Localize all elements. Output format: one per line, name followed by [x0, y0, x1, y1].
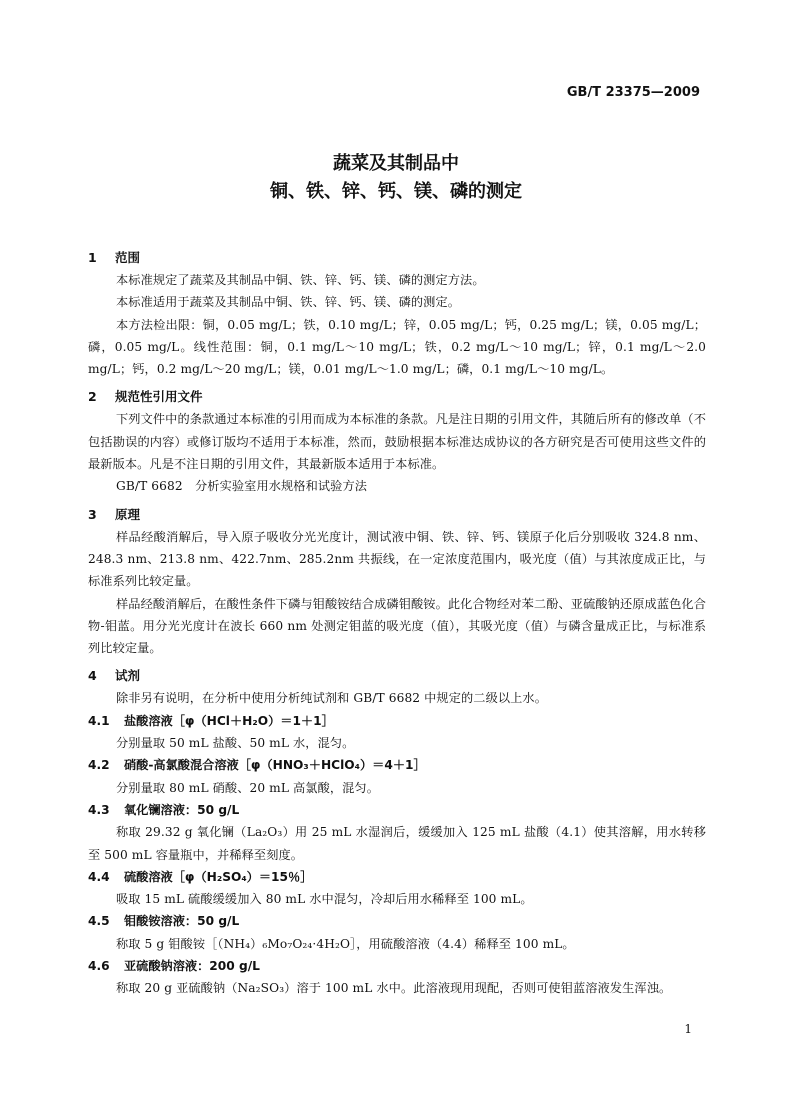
paragraph: 本方法检出限：铜，0.05 mg/L；铁，0.10 mg/L；锌，0.05 mg/L；钙，0.25 mg/L；镁，0.05 mg/L；磷，0.05 mg/L。线性范围：铜，0.1 mg/L～10 mg/L；铁，0.2 mg/L～10 mg/L；锌，0.1 mg/L～2.0 mg/L；钙，0.2 mg/L～20 mg/L；镁，0.01 mg/L～1.0 mg/L；磷，0.1 mg/L～10 mg/L。: [88, 317, 706, 377]
paragraph: 样品经酸消解后，在酸性条件下磷与钼酸铵结合成磷钼酸铵。此化合物经对苯二酚、亚硫酸钠还原成蓝色化合物-钼蓝。用分光光度计在波长 660 nm 处测定钼蓝的吸光度（值），其吸光度（值）与磷含量成正比，与标准系列比较定量。: [88, 596, 706, 656]
document-title: [0, 150, 792, 206]
section-heading-reagents: [88, 665, 706, 687]
reagent-text: 称取 5 g 钼酸铵［（NH₄）₆Mo₇O₂₄·4H₂O］，用硫酸溶液（4.4）稀释至 100 mL。: [116, 936, 575, 951]
section-number: 4: [88, 668, 97, 684]
section-title: 原理: [115, 506, 141, 522]
reagent-heading: [88, 955, 706, 977]
paragraph: 除非另有说明，在分析中使用分析纯试剂和 GB/T 6682 中规定的二级以上水。: [116, 691, 548, 706]
reagent-number: 4.4: [88, 869, 110, 884]
reagent-title: 盐酸溶液［φ（HCl＋H₂O）＝1＋1］: [124, 713, 334, 728]
section-title: 试剂: [115, 668, 141, 684]
paragraph: 本标准适用于蔬菜及其制品中铜、铁、锌、钙、镁、磷的测定。: [116, 295, 461, 310]
section-heading-scope: [88, 247, 706, 269]
reagent-title: 硫酸溶液［φ（H₂SO₄）＝15％］: [124, 869, 313, 884]
reagent-text: 分别量取 80 mL 硝酸、20 mL 高氯酸，混匀。: [116, 780, 380, 795]
reagent-title: 钼酸铵溶液：50 g/L: [124, 914, 240, 929]
section-number: 3: [88, 506, 97, 522]
title-line-2: 铜、铁、锌、钙、镁、磷的测定: [270, 181, 522, 202]
reagent-text: 吸取 15 mL 硫酸缓缓加入 80 mL 水中混匀，冷却后用水稀释至 100 mL。: [116, 892, 533, 907]
reagent-heading: [88, 710, 706, 732]
reagent-heading: [88, 866, 706, 888]
reagent-number: 4.3: [88, 802, 110, 817]
section-number: 2: [88, 389, 97, 405]
reagent-heading: [88, 799, 706, 821]
reagent-heading: [88, 754, 706, 776]
paragraph: 样品经酸消解后，导入原子吸收分光光度计，测试液中铜、铁、锌、钙、镁原子化后分别吸收 324.8 nm、248.3 nm、213.8 nm、422.7nm、285.2nm 共振线，在一定浓度范围内，吸光度（值）与其浓度成正比，与标准系列比较定量。: [88, 529, 706, 589]
page-number: 1: [684, 1022, 692, 1036]
reagent-title: 氧化镧溶液：50 g/L: [124, 802, 240, 817]
paragraph: 下列文件中的条款通过本标准的引用而成为本标准的条款。凡是注日期的引用文件，其随后所有的修改单（不包括勘误的内容）或修订版均不适用于本标准，然而，鼓励根据本标准达成协议的各方研究是否可使用这些文件的最新版本。凡是不注日期的引用文件，其最新版本适用于本标准。: [88, 412, 706, 472]
reagent-title: 亚硫酸钠溶液：200 g/L: [124, 959, 260, 974]
section-title: 规范性引用文件: [115, 389, 203, 405]
reagent-title: 硝酸-高氯酸混合溶液［φ（HNO₃＋HClO₄）＝4＋1］: [124, 758, 426, 773]
reagent-number: 4.1: [88, 713, 110, 728]
section-heading-principle: [88, 504, 706, 526]
section-number: 1: [88, 250, 97, 265]
reagent-number: 4.2: [88, 758, 110, 773]
reagent-text: 分别量取 50 mL 盐酸、50 mL 水，混匀。: [116, 736, 355, 751]
reagent-number: 4.5: [88, 914, 110, 929]
title-line-1: 蔬菜及其制品中: [333, 153, 459, 174]
section-title: 范围: [115, 250, 141, 265]
reagent-text: 称取 20 g 亚硫酸钠（Na₂SO₃）溶于 100 mL 水中。此溶液现用现配，否则可使钼蓝溶液发生浑浊。: [116, 981, 672, 996]
reference-entry: GB/T 6682 分析实验室用水规格和试验方法: [116, 479, 368, 494]
paragraph: 本标准规定了蔬菜及其制品中铜、铁、锌、钙、镁、磷的测定方法。: [116, 273, 485, 287]
reagent-heading: [88, 910, 706, 932]
section-heading-normative-references: [88, 386, 706, 408]
standard-code: GB/T 23375—2009: [566, 85, 700, 100]
reagent-text: 称取 29.32 g 氧化镧（La₂O₃）用 25 mL 水湿润后，缓缓加入 125 mL 盐酸（4.1）使其溶解，用水转移至 500 mL 容量瓶中，并稀释至刻度。: [88, 825, 706, 862]
document-body: [88, 247, 706, 1000]
reagent-number: 4.6: [88, 959, 110, 974]
